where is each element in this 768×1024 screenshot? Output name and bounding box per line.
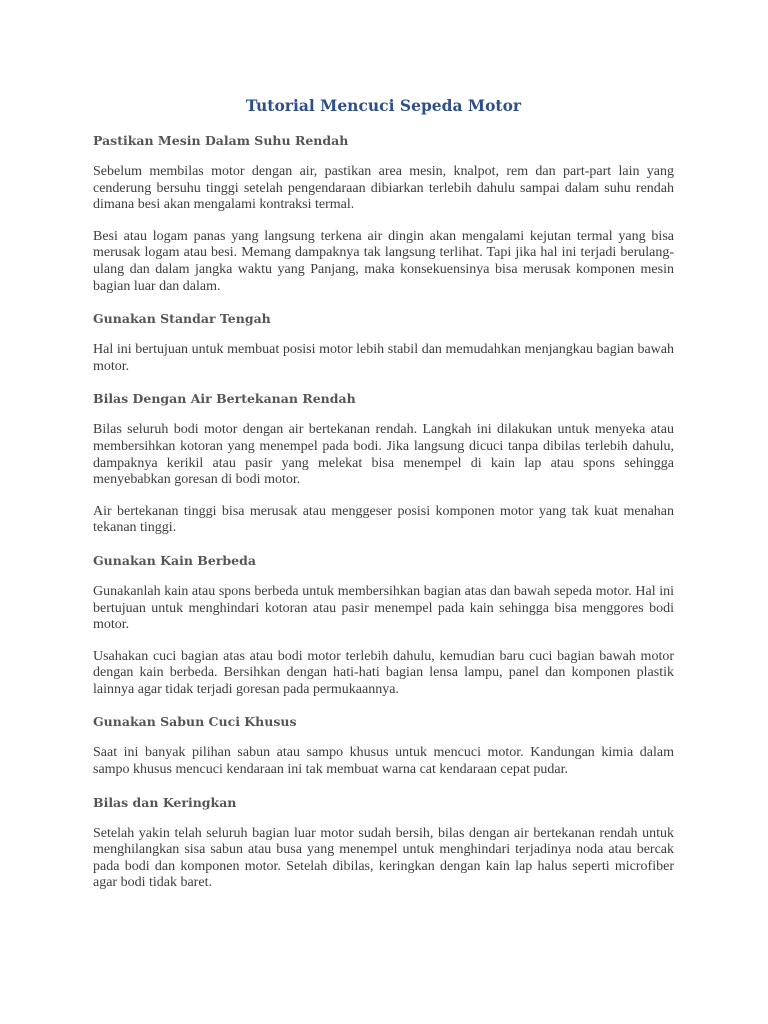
body-paragraph: Sebelum membilas motor dengan air, pastikan area mesin, knalpot, rem dan part-part lain yang cenderung bersuhu tinggi setelah pengendaraan dibiarkan terlebih dahulu sampai dalam suhu rendah dimana besi akan mengalami kontraksi termal. [93,164,674,213]
section-heading: Bilas Dengan Air Bertekanan Rendah [93,391,356,407]
section-bilas-air [93,390,674,537]
section-bilas-keringkan [93,794,674,892]
section-sabun-khusus [93,713,674,778]
section-mesin-suhu [93,132,674,295]
body-paragraph: Saat ini banyak pilihan sabun atau sampo khusus untuk mencuci motor. Kandungan kimia dalam sampo khusus mencuci kendaraan ini tak membuat warna cat kendaraan cepat pudar. [93,745,674,778]
body-paragraph: Setelah yakin telah seluruh bagian luar motor sudah bersih, bilas dengan air bertekanan rendah untuk menghilangkan sisa sabun atau busa yang menempel untuk menghindari terjadinya noda atau bercak pada bodi dan komponen motor. Setelah dibilas, keringkan dengan kain lap halus seperti microfiber agar bodi tidak baret. [93,825,674,891]
section-heading: Gunakan Kain Berbeda [93,552,256,568]
section-heading: Gunakan Sabun Cuci Khusus [93,714,297,730]
document-page [93,96,674,907]
page-title: Tutorial Mencuci Sepeda Motor [245,96,522,115]
section-standar-tengah [93,310,674,375]
body-paragraph: Bilas seluruh bodi motor dengan air bertekanan rendah. Langkah ini dilakukan untuk menyeka atau membersihkan kotoran yang menempel pada bodi. Jika langsung dicuci tanpa dibilas terlebih dahulu, dampaknya kerikil atau pasir yang melekat bisa menempel di kain lap atau spons sehingga menyebabkan goresan di bodi motor. [93,422,674,488]
section-kain-berbeda [93,552,674,699]
section-heading: Gunakan Standar Tengah [93,311,271,327]
body-paragraph: Usahakan cuci bagian atas atau bodi motor terlebih dahulu, kemudian baru cuci bagian bawah motor dengan kain berbeda. Bersihkan dengan hati-hati bagian lensa lampu, panel dan komponen plastik lainnya agar tidak terjadi goresan pada permukaannya. [93,648,674,697]
body-paragraph: Air bertekanan tinggi bisa merusak atau menggeser posisi komponen motor yang tak kuat menahan tekanan tinggi. [93,503,674,536]
body-paragraph: Besi atau logam panas yang langsung terkena air dingin akan mengalami kejutan termal yang bisa merusak logam atau besi. Memang dampaknya tak langsung terlihat. Tapi jika hal ini terjadi berulang-ulang dan dalam jangka waktu yang Panjang, maka konsekuensinya bisa merusak komponen mesin bagian luar dan dalam. [93,228,674,294]
section-heading: Pastikan Mesin Dalam Suhu Rendah [93,133,349,148]
body-paragraph: Gunakanlah kain atau spons berbeda untuk membersihkan bagian atas dan bawah sepeda motor. Hal ini bertujuan untuk menghindari kotoran atau pasir menempel pada kain sehingga bisa menggores bodi motor. [93,583,674,633]
body-paragraph: Hal ini bertujuan untuk membuat posisi motor lebih stabil dan memudahkan menjangkau bagian bawah motor. [93,342,674,374]
section-heading: Bilas dan Keringkan [93,794,237,810]
